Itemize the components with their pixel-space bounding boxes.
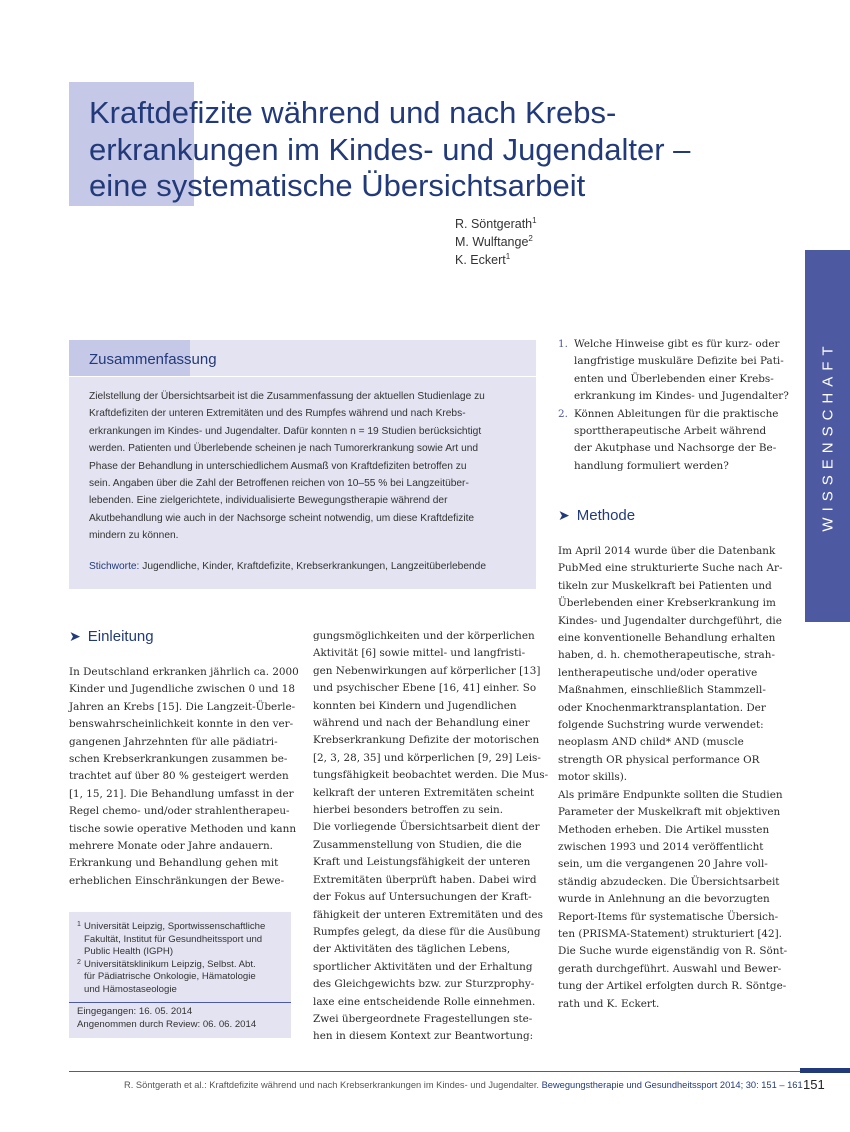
body-text-line: Erkrankung und Behandlung gehen mit <box>69 857 279 870</box>
arrow-icon: ➤ <box>558 507 570 523</box>
abstract-line: erkrankungen im Kindes- und Jugendalter. Dafür konnten n = 19 Studien berücksichtigt <box>89 425 482 437</box>
author-name: R. Söntgerath <box>455 217 533 231</box>
body-text-line: Überlebenden einer Krebserkrankung im <box>558 597 776 610</box>
body-text-line: PubMed eine strukturierte Suche nach Ar- <box>558 562 783 575</box>
keywords-label: Stichworte: <box>89 561 140 572</box>
body-text-line: trachtet auf über 80 % gesteigert werden <box>69 770 289 783</box>
abstract-line: Zielstellung der Übersichtsarbeit ist die Zusammenfassung der aktuellen Studienlage zu <box>89 391 485 402</box>
abstract-box <box>69 340 536 589</box>
body-text-line: Zusammenstellung von Studien, die die <box>313 838 522 851</box>
body-text-line: gungsmöglichkeiten und der körperlichen <box>313 630 535 642</box>
body-text-line: Kinder und Jugendliche zwischen 0 und 18 <box>69 683 295 696</box>
abstract-line: Phase der Behandlung in unterschiedlichem Ausmaß von Kraftdefiziten betroffen zu <box>89 460 467 472</box>
body-column-1 <box>69 664 299 890</box>
title-line: eine systematische Übersichtsarbeit <box>89 168 586 203</box>
body-text-line: ständig abzudecken. Die Übersichtsarbeit <box>558 875 780 888</box>
body-text-line: mehrere Monate oder Jahre andauern. <box>69 840 273 853</box>
question-line: Können Ableitungen für die praktische <box>574 407 779 420</box>
body-text-line: der Fokus auf Untersuchungen der Kraft- <box>313 891 532 904</box>
heading-methode <box>558 507 635 524</box>
body-text-line: zwischen 1993 und 2014 veröffentlicht <box>558 840 764 853</box>
received-date: Eingegangen: 16. 05. 2014 <box>77 1006 193 1017</box>
abstract-line: Akutbehandlung wie auch in der Nachsorge scheint notwendig, um diese Kraftdefizite <box>89 512 475 524</box>
author-name: M. Wulftange <box>455 235 529 249</box>
question-item <box>558 336 789 406</box>
body-text-line: neoplasm AND child* AND (muscle <box>558 736 744 749</box>
body-text-line: fähigkeit der unteren Extremitäten und des <box>313 908 543 921</box>
footer-journal: Bewegungstherapie und Gesundheitssport 2014; 30: 151 – 161 <box>541 1080 803 1090</box>
body-text-line: Regel chemo- und/oder strahlentherapeu- <box>69 805 290 818</box>
body-column-3 <box>558 543 788 1013</box>
body-text-line: wurde in Anlehnung an die bevorzugten <box>558 893 770 906</box>
abstract-line: Kraftdefiziten der unteren Extremitäten und des Rumpfes während und nach Krebs- <box>89 408 466 420</box>
question-item <box>558 406 781 476</box>
body-text-line: Zwei übergeordnete Fragestellungen ste- <box>313 1012 533 1025</box>
affiliation-line: Fakultät, Institut für Gesundheitssport und <box>84 933 263 945</box>
body-text-line: Kraft und Leistungsfähigkeit der unteren <box>313 856 531 869</box>
body-text-line: des Gleichgewichts bzw. zur Sturzprophy- <box>313 978 535 991</box>
author-affiliation-mark: 1 <box>505 251 511 261</box>
abstract-divider <box>69 376 536 377</box>
footer-citation-text: R. Söntgerath et al.: Kraftdefizite während und nach Krebserkrankungen im Kindes- und Jugendalter. <box>124 1080 539 1090</box>
body-text-line: gen Nebenwirkungen auf körperlicher [13] <box>313 664 541 677</box>
arrow-icon: ➤ <box>69 628 81 644</box>
title-line: Kraftdefizite während und nach Krebs- <box>89 95 617 130</box>
body-text-line: Aktivität [6] sowie mittel- und langfristi- <box>313 647 526 660</box>
question-line: langfristige muskuläre Defizite bei Pati- <box>574 355 784 368</box>
body-text-line: während und nach der Behandlung einer <box>313 717 530 730</box>
article-title <box>89 95 789 205</box>
page-number: 151 <box>803 1077 825 1092</box>
affiliation <box>77 921 285 959</box>
author-list <box>455 215 537 269</box>
body-text-line: Report-Items für systematische Übersich- <box>558 910 779 923</box>
question-number: 2. <box>558 407 568 420</box>
affiliation-list <box>77 921 285 997</box>
body-text-line: Maßnahmen, einschließlich Stammzell- <box>558 684 766 697</box>
body-text-line: rath und K. Eckert. <box>558 997 660 1010</box>
author-affiliation-mark: 1 <box>532 215 537 225</box>
abstract-text <box>89 388 521 545</box>
body-text-line: gerath durchgeführt. Auswahl und Bewer- <box>558 962 782 975</box>
body-text-line: ten (PRISMA-Statement) strukturiert [42]. <box>558 927 782 940</box>
body-text-line: motor skills). <box>558 771 628 784</box>
body-text-line: Rumpfes gelegt, da diese für die Ausübung <box>313 925 541 938</box>
body-text-line: eine konventionelle Behandlung erhalten <box>558 632 776 645</box>
body-text-line: kelkraft der unteren Extremitäten scheint <box>313 786 535 799</box>
body-text-line: Im April 2014 wurde über die Datenbank <box>558 545 776 557</box>
body-text-line: benswahrscheinlichkeit konnte in den ver- <box>69 718 294 731</box>
body-text-line: laxe eine entscheidende Rolle einnehmen. <box>313 995 536 1008</box>
footer-accent-bar <box>800 1068 850 1073</box>
abstract-line: mindern zu können. <box>89 530 179 542</box>
body-text-line: haben, d. h. chemotherapeutische, strah- <box>558 649 775 662</box>
question-line: der Akutphase und Nachsorge der Be- <box>574 442 777 455</box>
question-number: 1. <box>558 338 568 350</box>
footer-citation <box>124 1080 803 1090</box>
keywords-text: Jugendliche, Kinder, Kraftdefizite, Krebserkrankungen, Langzeitüberlebende <box>142 561 487 572</box>
section-tab-label: WISSENSCHAFT <box>819 340 836 532</box>
body-text-line: konnten bei Kindern und Jugendlichen <box>313 699 517 712</box>
body-text-line: [1, 15, 21]. Die Behandlung umfasst in der <box>69 787 294 800</box>
question-line: sporttherapeutische Arbeit während <box>574 425 767 438</box>
abstract-line: sein. Angaben über die Zahl der Betroffenen reichen von 10–55 % bei Langzeitüber- <box>89 478 469 490</box>
author <box>455 215 537 233</box>
title-line: erkrankungen im Kindes- und Jugendalter – <box>89 131 691 167</box>
affiliation-line: Universität Leipzig, Sportwissenschaftliche <box>84 921 266 932</box>
abstract-line: lebenden. Eine zielgerichtete, individualisierte Bewegungstherapie während der <box>89 495 448 507</box>
affiliation-line: für Pädiatrische Onkologie, Hämatologie <box>84 971 256 983</box>
affiliation-number: 2 <box>77 958 81 966</box>
body-text-line: schen Krebserkrankungen zusammen be- <box>69 753 288 766</box>
body-text-line: Jahren an Krebs [15]. Die Langzeit-Überle- <box>69 700 296 713</box>
body-text-line: folgende Suchstring wurde verwendet: <box>558 719 764 732</box>
body-text-line: Krebserkrankung Defizite der motorischen <box>313 734 540 747</box>
affiliation <box>77 959 285 997</box>
body-text-line: Methoden erheben. Die Artikel mussten <box>558 823 770 836</box>
section-tab <box>805 250 850 622</box>
body-text-line: [2, 3, 28, 35] und körperlichen [9, 29] Leis- <box>313 751 541 764</box>
body-text-line: gangenen Jahrzehnten für alle pädiatri- <box>69 735 278 748</box>
abstract-heading: Zusammenfassung <box>89 351 217 368</box>
body-text-line: strength OR physical performance OR <box>558 753 760 766</box>
body-text-line: Kindes- und Jugendalter durchgeführt, die <box>558 614 782 627</box>
body-column-2 <box>313 628 549 1046</box>
affiliation-divider <box>69 1002 291 1003</box>
body-text-line: In Deutschland erkranken jährlich ca. 2000 <box>69 666 299 678</box>
body-text-line: sportlicher Aktivitäten und der Erhaltung <box>313 960 533 973</box>
body-text-line: tung der Artikel erfolgten durch R. Söntge- <box>558 980 787 993</box>
question-line: enten und Überlebenden einer Krebs- <box>574 372 774 385</box>
body-text-line: oder Knochenmarktransplantation. Der <box>558 701 766 714</box>
keywords <box>89 561 486 572</box>
affiliations-box <box>69 912 291 1038</box>
affiliation-line: und Hämostaseologie <box>84 983 177 995</box>
body-text-line: sein, um die vergangenen 20 Jahre voll- <box>558 858 768 871</box>
question-line: Welche Hinweise gibt es für kurz- oder <box>574 338 780 350</box>
body-text-line: Als primäre Endpunkte sollten die Studien <box>558 788 783 801</box>
research-questions <box>558 336 789 475</box>
question-line: erkrankung im Kindes- und Jugendalter? <box>574 390 789 403</box>
author-name: K. Eckert <box>455 253 506 267</box>
question-line: handlung formuliert werden? <box>574 459 729 472</box>
body-text-line: Extremitäten überprüft haben. Dabei wird <box>313 873 537 886</box>
body-text-line: hierbei besonders betroffen zu sein. <box>313 804 504 817</box>
author <box>455 233 537 251</box>
affiliation-number: 1 <box>77 921 81 928</box>
article-dates <box>77 1006 256 1031</box>
body-text-line: der Aktivitäten des täglichen Lebens, <box>313 943 511 956</box>
footer-rule <box>69 1071 850 1072</box>
body-text-line: lentherapeutische und/oder operative <box>558 666 758 679</box>
affiliation-line: Universitätsklinikum Leipzig, Selbst. Abt. <box>84 958 256 970</box>
heading-einleitung-text: Einleitung <box>87 628 154 645</box>
body-text-line: tische sowie operative Methoden und kann <box>69 822 297 835</box>
affiliation-line: Public Health (IGPH) <box>84 946 174 958</box>
body-text-line: hen in diesem Kontext zur Beantwortung: <box>313 1030 534 1043</box>
accepted-date: Angenommen durch Review: 06. 06. 2014 <box>77 1018 257 1030</box>
heading-methode-text: Methode <box>576 507 636 524</box>
body-text-line: tungsfähigkeit beobachtet werden. Die Mus- <box>313 769 549 782</box>
body-text-line: Die Suche wurde eigenständig von R. Sönt- <box>558 945 788 958</box>
heading-einleitung <box>69 628 154 645</box>
author-affiliation-mark: 2 <box>528 233 533 243</box>
body-text-line: erheblichen Einschränkungen der Bewe- <box>69 874 285 887</box>
body-text-line: Die vorliegende Übersichtsarbeit dient der <box>313 821 540 834</box>
abstract-line: werden. Patienten und Überlebende scheinen je nach Tumorerkrankung sowie Art und <box>89 443 479 455</box>
author <box>455 251 537 269</box>
body-text-line: Parameter der Muskelkraft mit objektiven <box>558 806 781 819</box>
body-text-line: und psychischer Ebene [16, 41] einher. So <box>313 682 537 695</box>
body-text-line: tikeln zur Muskelkraft bei Patienten und <box>558 579 772 592</box>
